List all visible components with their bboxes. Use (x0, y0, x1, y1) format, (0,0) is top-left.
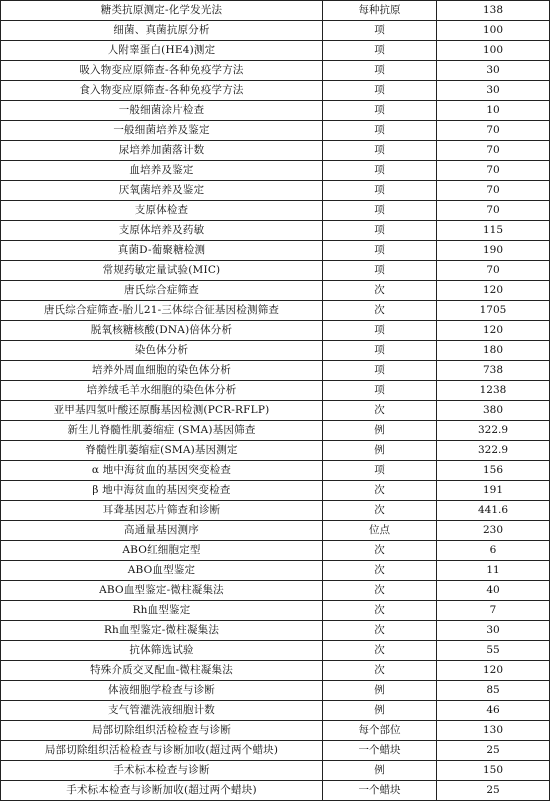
item-name-cell: 真菌D-葡聚糖检测 (1, 241, 323, 261)
price-cell: 70 (437, 141, 550, 161)
item-name-cell: ABO血型鉴定 (1, 561, 323, 581)
unit-cell: 例 (323, 701, 437, 721)
price-cell: 190 (437, 241, 550, 261)
price-cell: 322.9 (437, 421, 550, 441)
table-row (1, 41, 550, 61)
item-name-cell: 培养外周血细胞的染色体分析 (1, 361, 323, 381)
item-name-cell: 一般细菌涂片检查 (1, 101, 323, 121)
unit-cell: 例 (323, 441, 437, 461)
price-cell: 138 (437, 1, 550, 21)
price-cell: 85 (437, 681, 550, 701)
unit-cell: 次 (323, 561, 437, 581)
price-cell: 738 (437, 361, 550, 381)
table-row (1, 781, 550, 801)
price-cell: 120 (437, 281, 550, 301)
table-row (1, 501, 550, 521)
price-cell: 7 (437, 601, 550, 621)
item-name-cell: 染色体分析 (1, 341, 323, 361)
item-name-cell: 手术标本检查与诊断加收(超过两个蜡块) (1, 781, 323, 801)
item-name-cell: 细菌、真菌抗原分析 (1, 21, 323, 41)
price-cell: 120 (437, 321, 550, 341)
table-row (1, 541, 550, 561)
item-name-cell: β 地中海贫血的基因突变检查 (1, 481, 323, 501)
unit-cell: 一个蜡块 (323, 781, 437, 801)
table-row (1, 721, 550, 741)
table-row (1, 381, 550, 401)
price-cell: 100 (437, 21, 550, 41)
unit-cell: 项 (323, 41, 437, 61)
item-name-cell: 食入物变应原筛查-各种免疫学方法 (1, 81, 323, 101)
unit-cell: 项 (323, 261, 437, 281)
unit-cell: 次 (323, 581, 437, 601)
unit-cell: 一个蜡块 (323, 741, 437, 761)
item-name-cell: 脱氧核糖核酸(DNA)倍体分析 (1, 321, 323, 341)
price-cell: 130 (437, 721, 550, 741)
unit-cell: 次 (323, 501, 437, 521)
price-cell: 120 (437, 661, 550, 681)
table-row (1, 521, 550, 541)
table-row (1, 261, 550, 281)
item-name-cell: 抗体筛选试验 (1, 641, 323, 661)
unit-cell: 每种抗原 (323, 1, 437, 21)
price-cell: 1238 (437, 381, 550, 401)
price-cell: 100 (437, 41, 550, 61)
unit-cell: 例 (323, 761, 437, 781)
unit-cell: 次 (323, 401, 437, 421)
price-cell: 191 (437, 481, 550, 501)
unit-cell: 项 (323, 361, 437, 381)
item-name-cell: 吸入物变应原筛查-各种免疫学方法 (1, 61, 323, 81)
table-row (1, 181, 550, 201)
table-row (1, 241, 550, 261)
unit-cell: 项 (323, 21, 437, 41)
price-cell: 10 (437, 101, 550, 121)
table-row (1, 201, 550, 221)
item-name-cell: Rh血型鉴定-微柱凝集法 (1, 621, 323, 641)
table-row (1, 101, 550, 121)
price-cell: 11 (437, 561, 550, 581)
item-name-cell: 新生儿脊髓性肌萎缩症 (SMA)基因筛查 (1, 421, 323, 441)
table-row (1, 21, 550, 41)
unit-cell: 项 (323, 241, 437, 261)
unit-cell: 次 (323, 541, 437, 561)
item-name-cell: 尿培养加菌落计数 (1, 141, 323, 161)
price-cell: 30 (437, 81, 550, 101)
table-row (1, 361, 550, 381)
item-name-cell: 厌氧菌培养及鉴定 (1, 181, 323, 201)
item-name-cell: 特殊介质交叉配血-微柱凝集法 (1, 661, 323, 681)
price-cell: 6 (437, 541, 550, 561)
table-row (1, 681, 550, 701)
table-row (1, 1, 550, 21)
item-name-cell: Rh血型鉴定 (1, 601, 323, 621)
item-name-cell: 耳聋基因芯片筛查和诊断 (1, 501, 323, 521)
table-row (1, 301, 550, 321)
unit-cell: 次 (323, 281, 437, 301)
item-name-cell: 局部切除组织活检检查与诊断 (1, 721, 323, 741)
table-row (1, 81, 550, 101)
price-cell: 25 (437, 741, 550, 761)
table-row (1, 561, 550, 581)
table-row (1, 441, 550, 461)
price-cell: 55 (437, 641, 550, 661)
price-cell: 150 (437, 761, 550, 781)
table-row (1, 621, 550, 641)
table-row (1, 321, 550, 341)
price-cell: 46 (437, 701, 550, 721)
item-name-cell: 人附睾蛋白(HE4)测定 (1, 41, 323, 61)
table-row (1, 641, 550, 661)
unit-cell: 项 (323, 181, 437, 201)
table-row (1, 141, 550, 161)
item-name-cell: ABO红细胞定型 (1, 541, 323, 561)
unit-cell: 例 (323, 421, 437, 441)
table-row (1, 421, 550, 441)
price-cell: 180 (437, 341, 550, 361)
unit-cell: 项 (323, 201, 437, 221)
price-cell: 70 (437, 121, 550, 141)
table-row (1, 601, 550, 621)
table-row (1, 341, 550, 361)
table-row (1, 581, 550, 601)
unit-cell: 项 (323, 341, 437, 361)
price-cell: 115 (437, 221, 550, 241)
price-cell: 25 (437, 781, 550, 801)
unit-cell: 项 (323, 221, 437, 241)
table-row (1, 281, 550, 301)
unit-cell: 项 (323, 81, 437, 101)
price-cell: 441.6 (437, 501, 550, 521)
price-cell: 30 (437, 621, 550, 641)
unit-cell: 次 (323, 621, 437, 641)
table-row (1, 701, 550, 721)
unit-cell: 次 (323, 601, 437, 621)
price-cell: 380 (437, 401, 550, 421)
item-name-cell: 脊髓性肌萎缩症(SMA)基因测定 (1, 441, 323, 461)
item-name-cell: 局部切除组织活检检查与诊断加收(超过两个蜡块) (1, 741, 323, 761)
price-cell: 156 (437, 461, 550, 481)
item-name-cell: 支原体培养及药敏 (1, 221, 323, 241)
item-name-cell: 一般细菌培养及鉴定 (1, 121, 323, 141)
unit-cell: 位点 (323, 521, 437, 541)
item-name-cell: 体液细胞学检查与诊断 (1, 681, 323, 701)
item-name-cell: 手术标本检查与诊断 (1, 761, 323, 781)
unit-cell: 每个部位 (323, 721, 437, 741)
table-row (1, 221, 550, 241)
table-row (1, 121, 550, 141)
fee-table-body (1, 1, 550, 801)
table-row (1, 661, 550, 681)
item-name-cell: 糖类抗原测定-化学发光法 (1, 1, 323, 21)
item-name-cell: 支原体检查 (1, 201, 323, 221)
unit-cell: 项 (323, 381, 437, 401)
item-name-cell: 培养绒毛羊水细胞的染色体分析 (1, 381, 323, 401)
item-name-cell: 高通量基因测序 (1, 521, 323, 541)
item-name-cell: 唐氏综合症筛查 (1, 281, 323, 301)
unit-cell: 例 (323, 681, 437, 701)
unit-cell: 项 (323, 321, 437, 341)
item-name-cell: α 地中海贫血的基因突变检查 (1, 461, 323, 481)
unit-cell: 项 (323, 61, 437, 81)
price-cell: 322.9 (437, 441, 550, 461)
price-cell: 70 (437, 181, 550, 201)
price-cell: 70 (437, 201, 550, 221)
unit-cell: 项 (323, 121, 437, 141)
unit-cell: 次 (323, 481, 437, 501)
item-name-cell: 常规药敏定量试验(MIC) (1, 261, 323, 281)
price-cell: 30 (437, 61, 550, 81)
unit-cell: 项 (323, 101, 437, 121)
item-name-cell: ABO血型鉴定-微柱凝集法 (1, 581, 323, 601)
item-name-cell: 支气管灌洗液细胞计数 (1, 701, 323, 721)
price-cell: 230 (437, 521, 550, 541)
price-cell: 40 (437, 581, 550, 601)
item-name-cell: 血培养及鉴定 (1, 161, 323, 181)
table-row (1, 461, 550, 481)
item-name-cell: 亚甲基四氢叶酸还原酶基因检测(PCR-RFLP) (1, 401, 323, 421)
price-cell: 70 (437, 161, 550, 181)
table-row (1, 401, 550, 421)
table-row (1, 741, 550, 761)
item-name-cell: 唐氏综合症筛查-胎儿21-三体综合征基因检测筛查 (1, 301, 323, 321)
table-row (1, 481, 550, 501)
table-row (1, 761, 550, 781)
unit-cell: 次 (323, 661, 437, 681)
unit-cell: 次 (323, 301, 437, 321)
table-row (1, 61, 550, 81)
unit-cell: 项 (323, 461, 437, 481)
price-cell: 70 (437, 261, 550, 281)
price-cell: 1705 (437, 301, 550, 321)
table-row (1, 161, 550, 181)
unit-cell: 项 (323, 141, 437, 161)
unit-cell: 项 (323, 161, 437, 181)
unit-cell: 次 (323, 641, 437, 661)
